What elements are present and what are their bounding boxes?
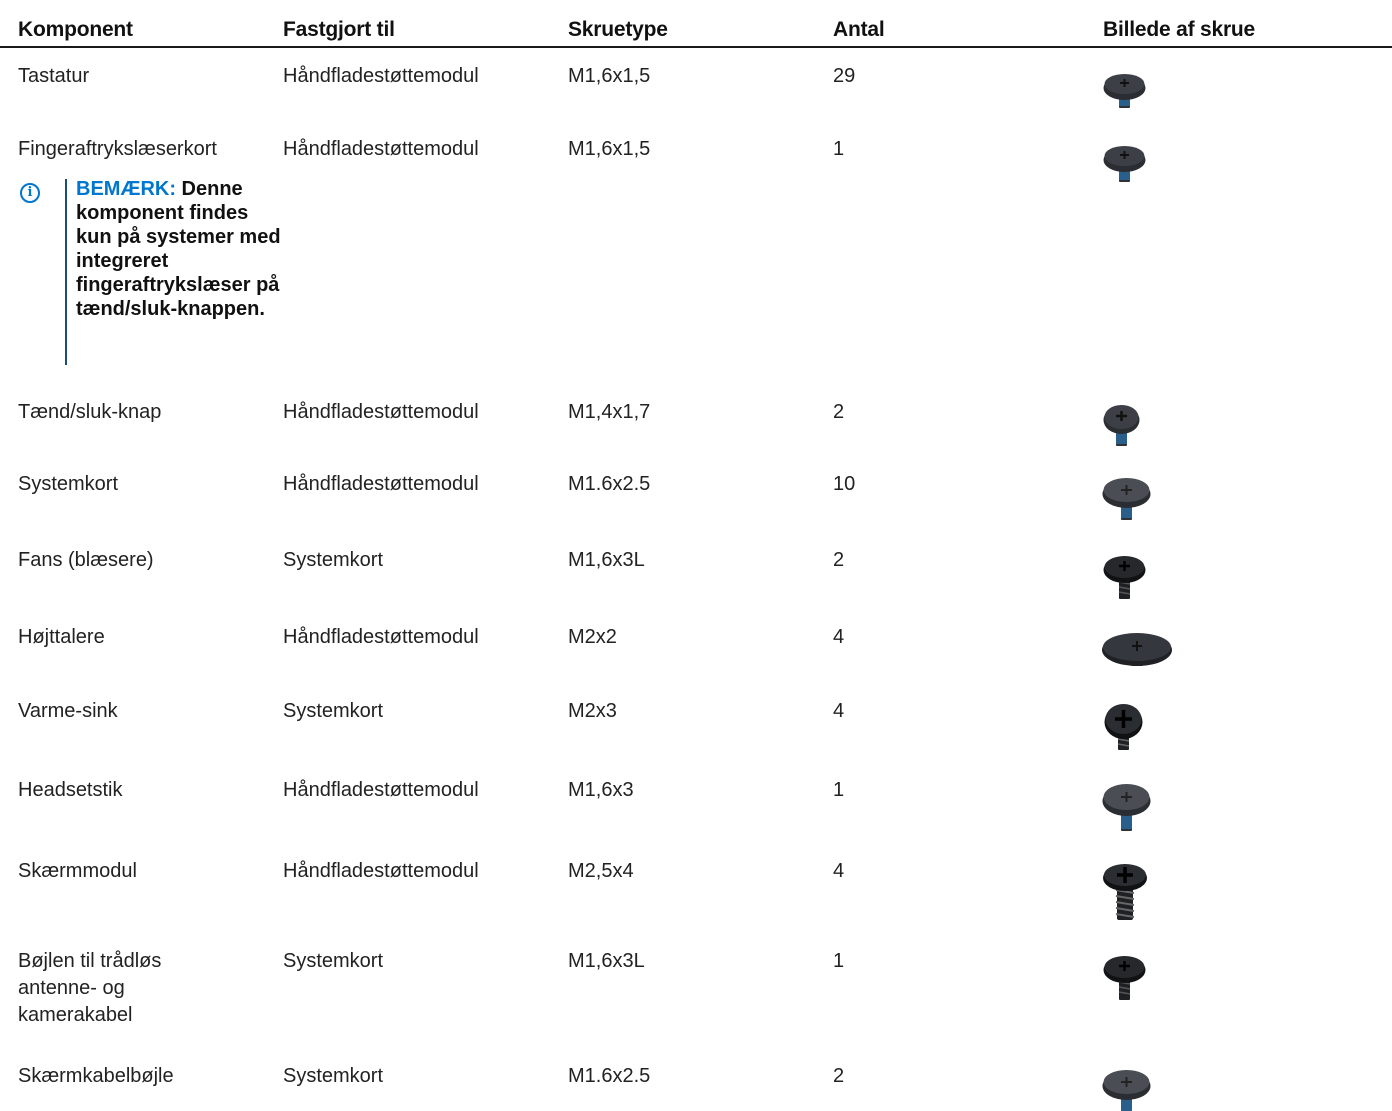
component-cell: Fans (blæsere) bbox=[18, 549, 154, 571]
screw-type-cell: M1,6x3 bbox=[568, 779, 634, 801]
component-cell: Systemkort bbox=[18, 473, 119, 495]
screw-type-cell: M2x3 bbox=[568, 700, 617, 722]
attached-to-cell: Håndfladestøttemodul bbox=[283, 626, 479, 648]
attached-to-cell: Håndfladestøttemodul bbox=[283, 401, 479, 423]
quantity-cell: 4 bbox=[833, 626, 845, 648]
screw-type-cell: M1,6x3L bbox=[568, 549, 645, 571]
note-divider bbox=[65, 179, 67, 365]
attached-to-cell: Systemkort bbox=[283, 549, 384, 571]
attached-to-cell: Håndfladestøttemodul bbox=[283, 138, 479, 160]
quantity-cell: 10 bbox=[833, 473, 856, 495]
quantity-cell: 2 bbox=[833, 1065, 845, 1087]
component-cell: Skærmmodul bbox=[18, 860, 137, 882]
wafer-head-screw-icon bbox=[1100, 1066, 1154, 1111]
info-icon: i bbox=[20, 183, 40, 203]
phillips-screw-icon bbox=[1100, 702, 1148, 754]
note-callout bbox=[18, 177, 280, 367]
screw-type-cell: M2,5x4 bbox=[568, 860, 634, 882]
table-header bbox=[0, 0, 1392, 48]
note-body: Denne komponent findes kun på systemer med integreret fingeraftrykslæser på tænd/sluk-knappen. bbox=[76, 178, 281, 320]
screw-type-cell: M1,6x3L bbox=[568, 950, 645, 972]
screw-type-cell: M1.6x2.5 bbox=[568, 1065, 651, 1087]
quantity-cell: 29 bbox=[833, 65, 856, 87]
wafer-head-screw-icon bbox=[1100, 474, 1154, 524]
flat-head-screw-icon bbox=[1100, 68, 1150, 112]
component-cell: Headsetstik bbox=[18, 779, 123, 801]
attached-to-cell: Håndfladestøttemodul bbox=[283, 860, 479, 882]
component-cell: Tastatur bbox=[18, 65, 90, 87]
header-antal: Antal bbox=[833, 18, 885, 41]
black-screw-icon bbox=[1100, 552, 1150, 602]
header-fastgjort-til: Fastgjort til bbox=[283, 18, 395, 41]
quantity-cell: 1 bbox=[833, 138, 845, 160]
attached-to-cell: Håndfladestøttemodul bbox=[283, 65, 479, 87]
attached-to-cell: Systemkort bbox=[283, 700, 384, 722]
screw-type-cell: M1,6x1,5 bbox=[568, 138, 651, 160]
header-billede-af-skrue: Billede af skrue bbox=[1103, 18, 1256, 41]
quantity-cell: 1 bbox=[833, 950, 845, 972]
quantity-cell: 2 bbox=[833, 401, 845, 423]
component-cell: Fingeraftrykslæserkort bbox=[18, 138, 217, 160]
component-cell: Tænd/sluk-knap bbox=[18, 401, 162, 423]
long-screw-icon bbox=[1100, 862, 1150, 924]
attached-to-cell: Håndfladestøttemodul bbox=[283, 473, 479, 495]
component-cell: Skærmkabelbøjle bbox=[18, 1065, 174, 1087]
component-cell: Varme-sink bbox=[18, 700, 118, 722]
wafer-head-screw-icon bbox=[1100, 781, 1154, 835]
screw-type-cell: M1.6x2.5 bbox=[568, 473, 651, 495]
screw-type-cell: M1,4x1,7 bbox=[568, 401, 651, 423]
component-cell: Højttalere bbox=[18, 626, 105, 648]
black-screw-icon bbox=[1100, 952, 1150, 1004]
wide-wafer-screw-icon bbox=[1100, 628, 1174, 670]
header-komponent: Komponent bbox=[18, 18, 133, 41]
screw-type-cell: M2x2 bbox=[568, 626, 617, 648]
note-text bbox=[76, 177, 286, 321]
attached-to-cell: Systemkort bbox=[283, 1065, 384, 1087]
note-label: BEMÆRK: bbox=[76, 178, 176, 200]
component-cell: Bøjlen til trådløs antenne- og kamerakabel bbox=[18, 950, 162, 1026]
quantity-cell: 1 bbox=[833, 779, 845, 801]
flat-head-screw-icon bbox=[1100, 140, 1150, 186]
header-skruetype: Skruetype bbox=[568, 18, 668, 41]
quantity-cell: 4 bbox=[833, 860, 845, 882]
small-screw-icon bbox=[1100, 402, 1144, 450]
attached-to-cell: Håndfladestøttemodul bbox=[283, 779, 479, 801]
attached-to-cell: Systemkort bbox=[283, 950, 384, 972]
quantity-cell: 2 bbox=[833, 549, 845, 571]
screw-type-cell: M1,6x1,5 bbox=[568, 65, 651, 87]
quantity-cell: 4 bbox=[833, 700, 845, 722]
